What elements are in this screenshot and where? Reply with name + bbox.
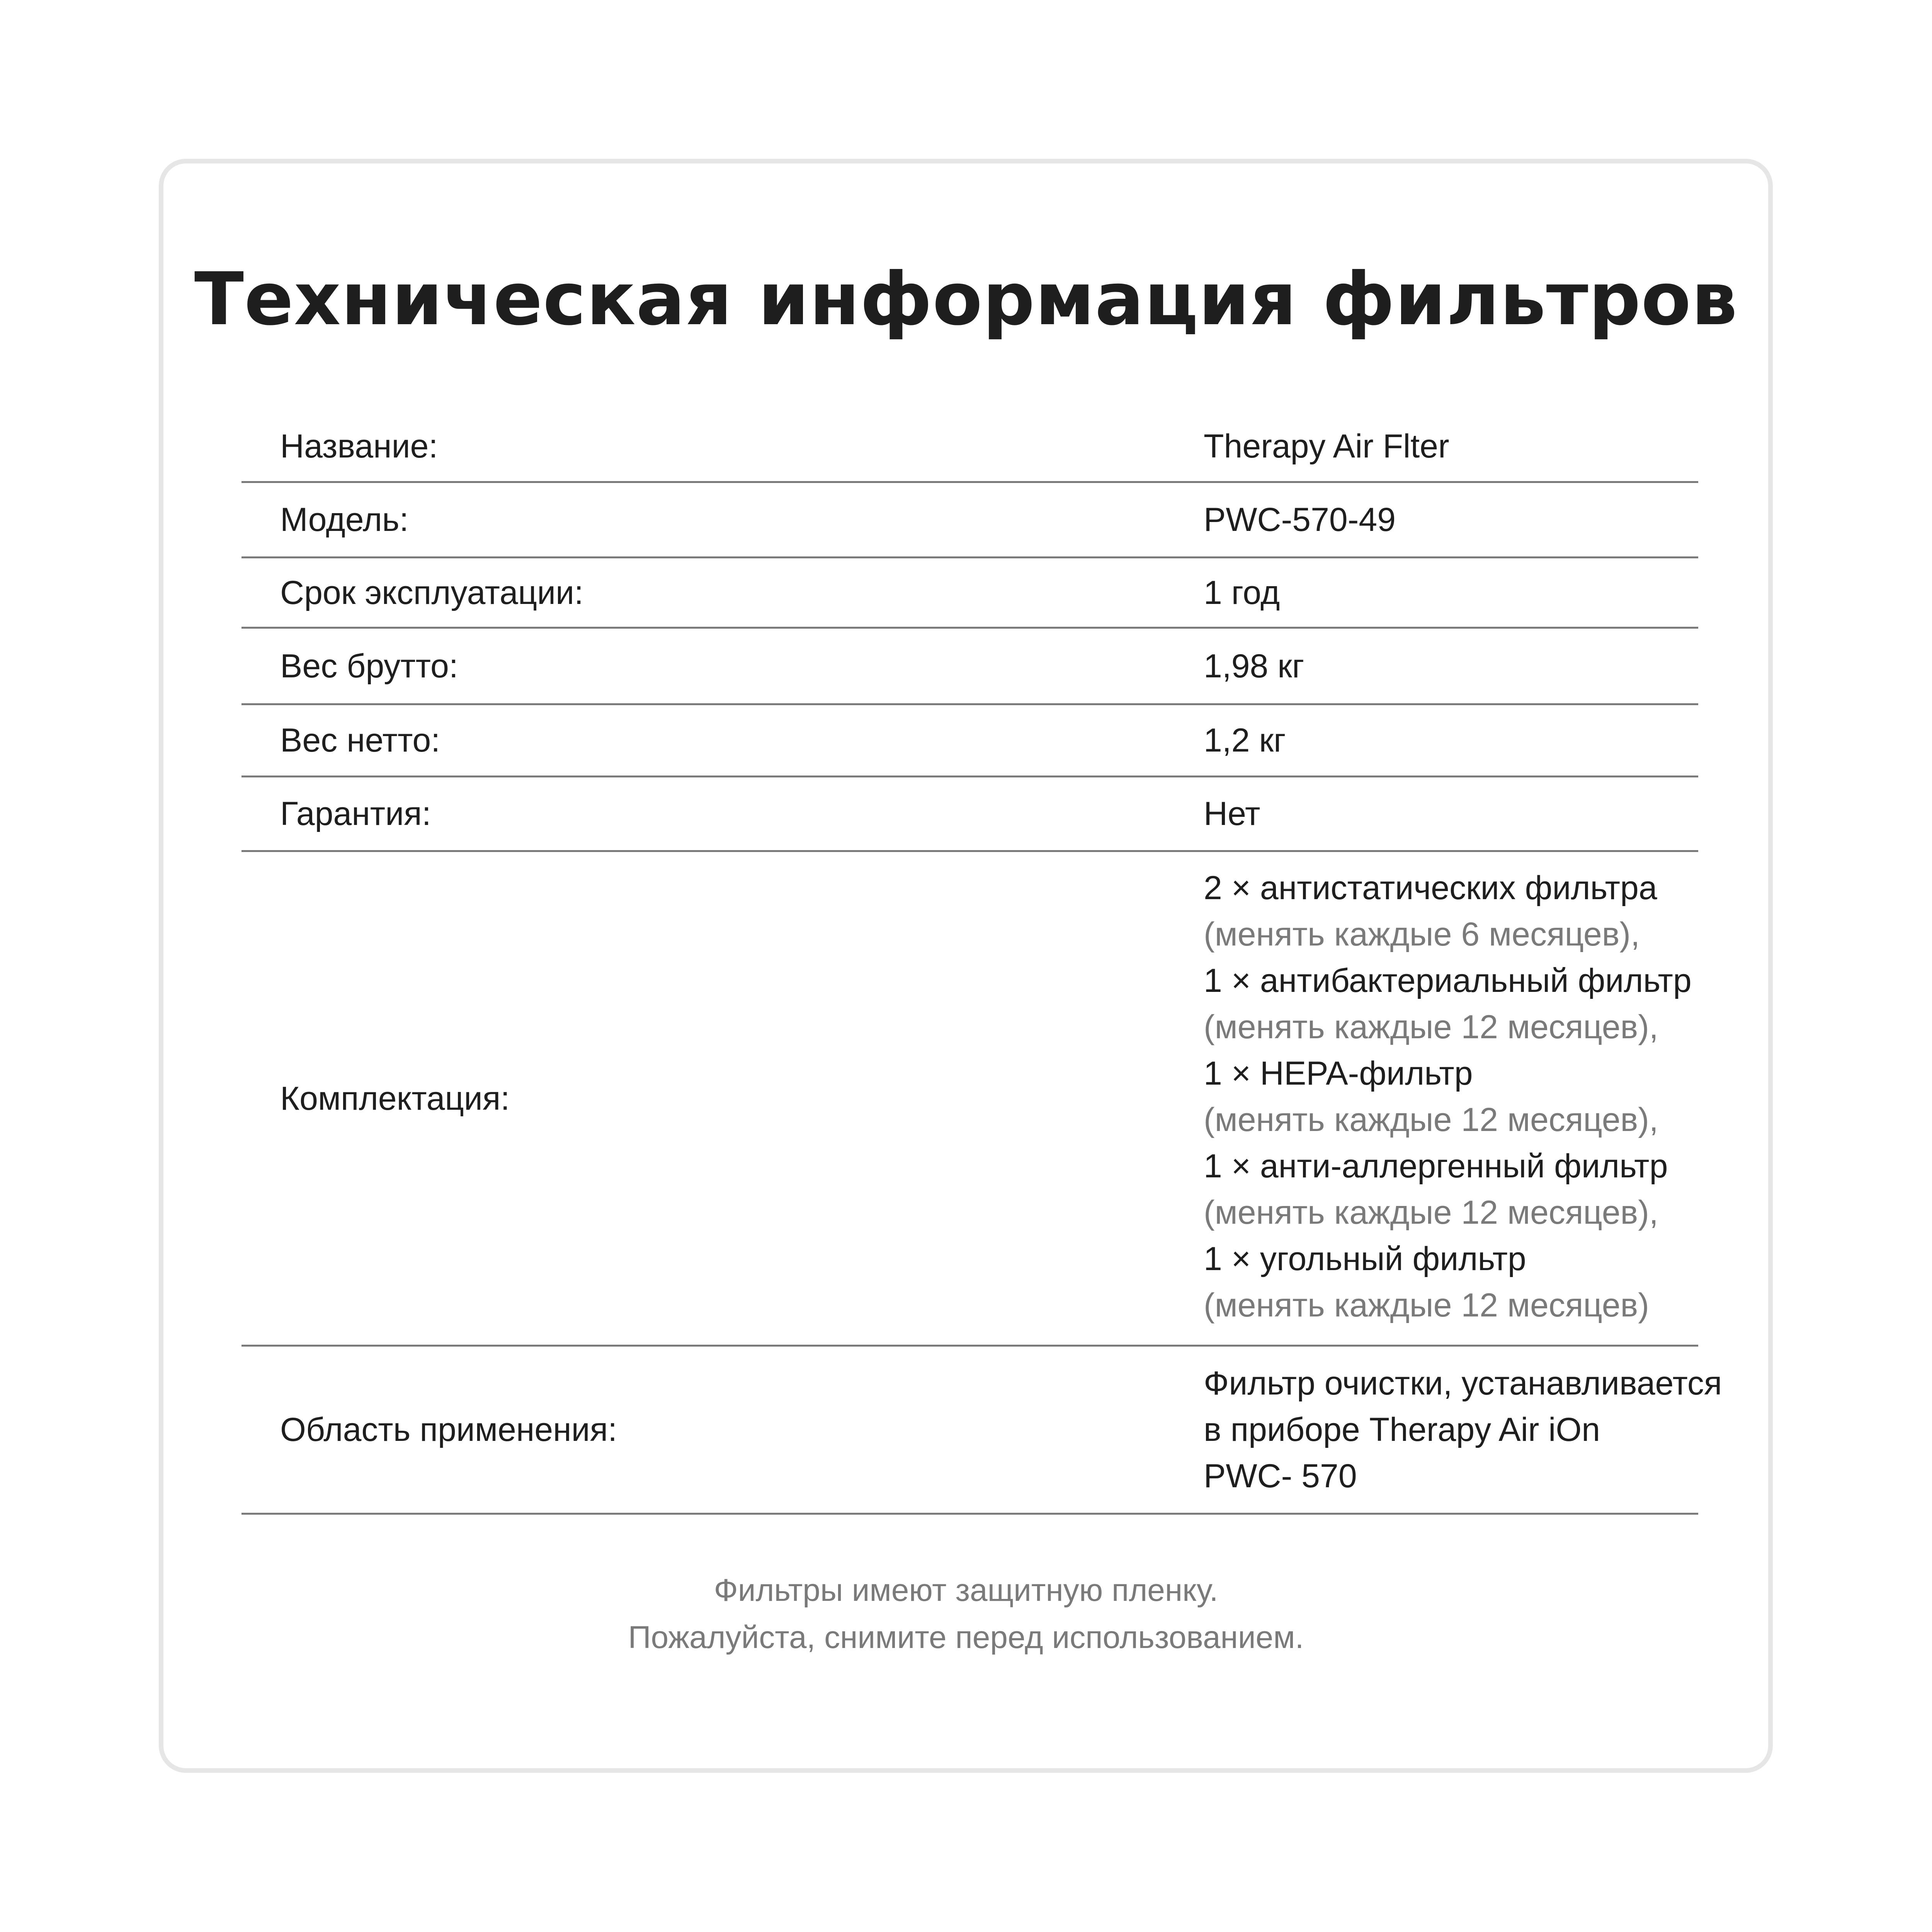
spec-value: Therapy Air Flter [1204, 428, 1449, 465]
spec-value: 1,2 кг [1204, 722, 1286, 759]
application-text [1204, 1360, 1722, 1499]
application-line: в приборе Therapy Air iOn [1204, 1411, 1600, 1448]
footer-note-line: Пожалуйста, снимите перед использованием. [628, 1620, 1304, 1655]
footer-note-line: Фильтры имеют защитную пленку. [714, 1573, 1218, 1608]
kit-list [1204, 865, 1692, 1328]
spec-row-lifetime [242, 558, 1698, 629]
kit-item: 1 × угольный фильтр [1204, 1240, 1526, 1277]
spec-value: 1,98 кг [1204, 647, 1304, 685]
spec-row-kit [242, 852, 1698, 1347]
kit-item-note: (менять каждые 12 месяцев), [1204, 1008, 1658, 1046]
spec-row-application [242, 1347, 1722, 1515]
page-title: Техническая информация фильтров [194, 257, 1738, 342]
spec-label: Срок эксплуатации: [280, 574, 583, 611]
spec-row-gross-weight [242, 629, 1698, 705]
footer-note [0, 1567, 1932, 1661]
kit-item-note: (менять каждые 6 месяцев), [1204, 915, 1640, 953]
spec-label: Название: [280, 428, 438, 465]
spec-label: Гарантия: [280, 795, 431, 832]
kit-item: 1 × анти-аллергенный фильтр [1204, 1147, 1668, 1185]
spec-label: Вес брутто: [280, 647, 458, 685]
spec-row-name [242, 412, 1698, 483]
spec-label: Комплектация: [280, 1080, 510, 1117]
spec-value: PWC-570-49 [1204, 501, 1396, 538]
spec-label: Область применения: [280, 1411, 617, 1448]
spec-row-warranty [242, 777, 1698, 852]
application-line: PWC- 570 [1204, 1458, 1357, 1495]
spec-row-net-weight [242, 705, 1698, 777]
kit-item: 2 × антистатических фильтра [1204, 869, 1657, 906]
kit-item-note: (менять каждые 12 месяцев), [1204, 1194, 1658, 1231]
spec-label: Модель: [280, 501, 409, 538]
spec-row-model [242, 483, 1698, 558]
kit-item: 1 × антибактериальный фильтр [1204, 962, 1692, 999]
kit-item-note: (менять каждые 12 месяцев) [1204, 1286, 1649, 1324]
spec-table [242, 412, 1722, 1515]
kit-item: 1 × HEPA-фильтр [1204, 1054, 1473, 1092]
spec-label: Вес нетто: [280, 722, 440, 759]
application-line: Фильтр очистки, устанавливается [1204, 1365, 1722, 1402]
spec-value: 1 год [1204, 574, 1280, 611]
kit-item-note: (менять каждые 12 месяцев), [1204, 1101, 1658, 1138]
spec-value: Нет [1204, 795, 1260, 832]
